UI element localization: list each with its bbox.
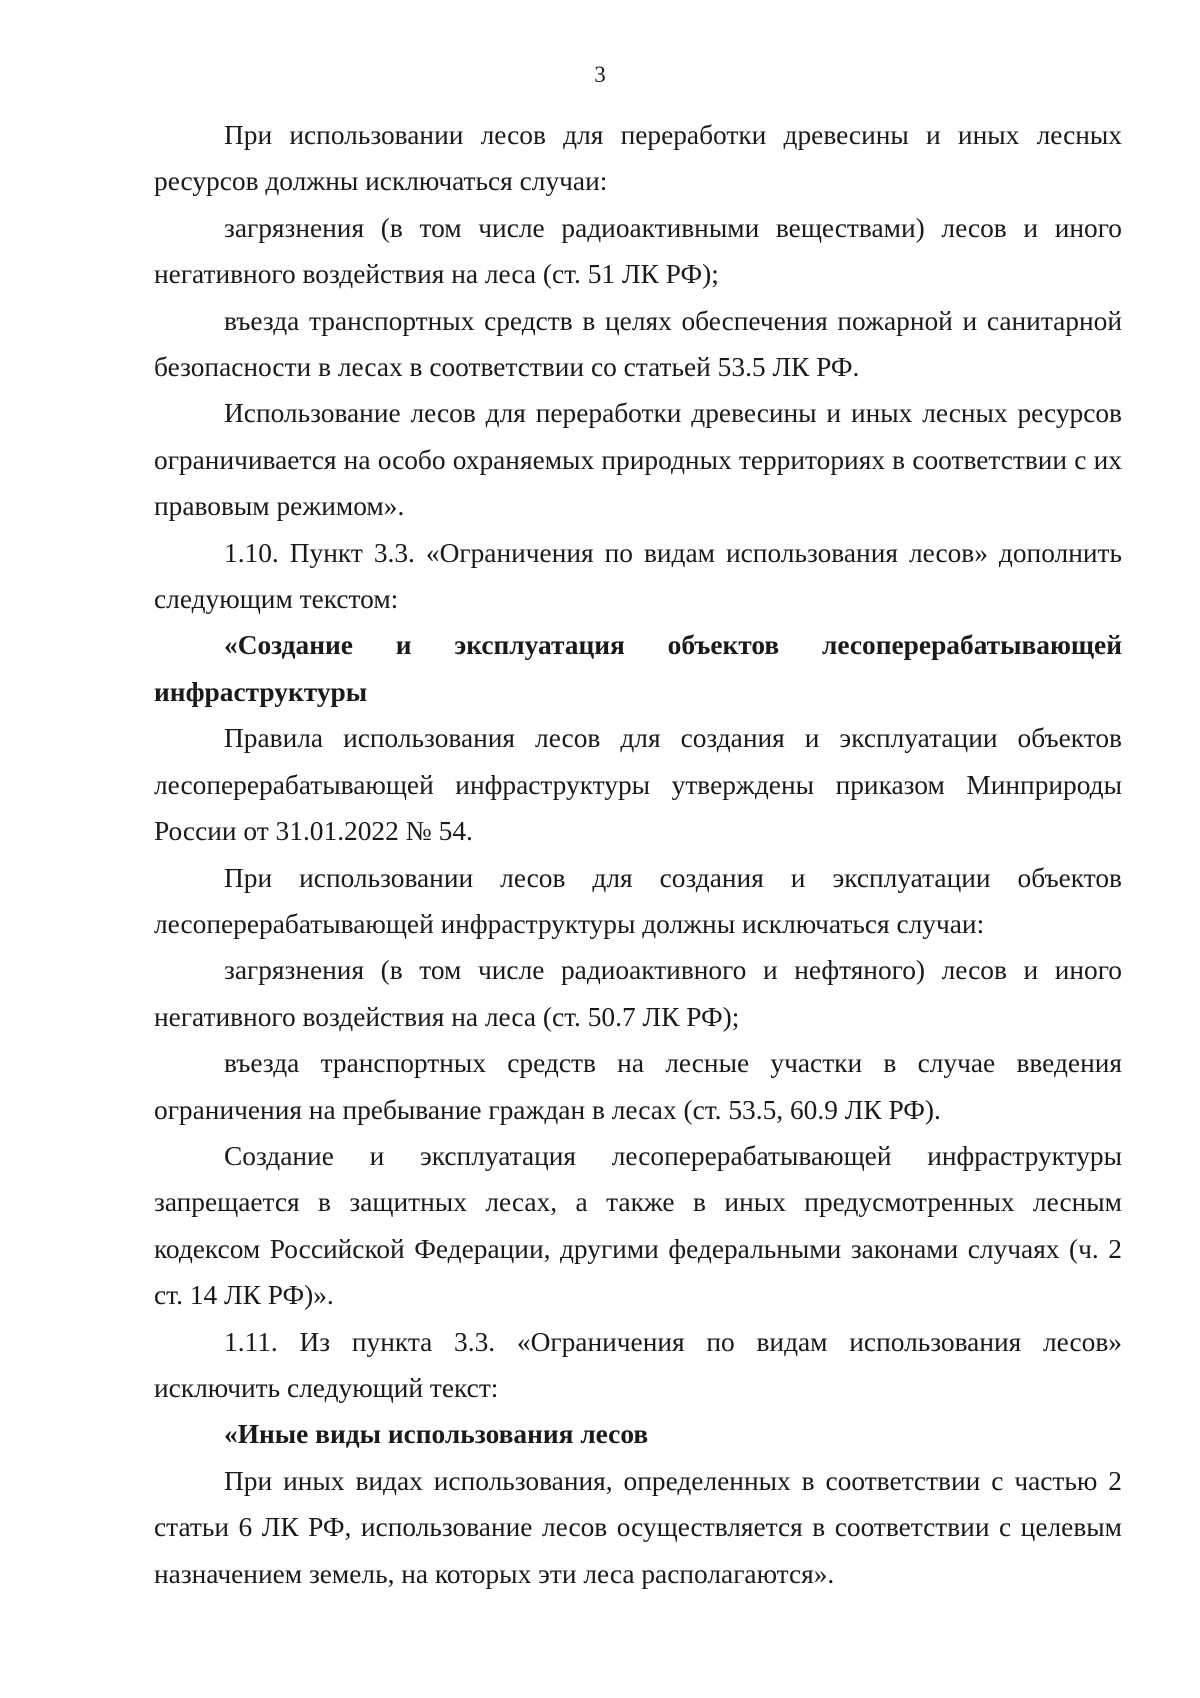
section-heading: «Иные виды использования лесов bbox=[224, 1419, 649, 1450]
page-number: 3 bbox=[594, 62, 606, 87]
paragraph: загрязнения (в том числе радиоактивного и нефтяного) лесов и иного негативного воздействия на леса (ст. 50.7 ЛК РФ); bbox=[154, 955, 1122, 1032]
paragraph: Правила использования лесов для создания и эксплуатации объектов лесоперерабатывающей инфраструктуры утверждены приказом Минприроды России от 31.01.2022 № 54. bbox=[154, 723, 1122, 847]
section-heading: «Создание и эксплуатация объектов лесоперерабатывающей инфраструктуры bbox=[154, 630, 1122, 707]
paragraph: загрязнения (в том числе радиоактивными веществами) лесов и иного негативного воздействия на леса (ст. 51 ЛК РФ); bbox=[154, 212, 1122, 290]
paragraph: въезда транспортных средств в целях обеспечения пожарной и санитарной безопасности в лесах в соответствии со статьей 53.5 ЛК РФ. bbox=[154, 305, 1122, 383]
paragraph: При иных видах использования, определенных в соответствии с частью 2 статьи 6 ЛК РФ, использование лесов осуществляется в соответствии с целевым назначением земель, на которых эти леса располагаются». bbox=[154, 1465, 1122, 1589]
paragraph: въезда транспортных средств на лесные участки в случае введения ограничения на пребывание граждан в лесах (ст. 53.5, 60.9 ЛК РФ). bbox=[154, 1048, 1122, 1125]
paragraph: Создание и эксплуатация лесоперерабатывающей инфраструктуры запрещается в защитных лесах, а также в иных предусмотренных лесным кодексом Российской Федерации, другими федеральными законами случаях (ч. 2 ст. 14 ЛК РФ)». bbox=[154, 1140, 1122, 1311]
paragraph: 1.11. Из пункта 3.3. «Ограничения по видам использования лесов» исключить следующий текст: bbox=[154, 1326, 1122, 1403]
paragraph: При использовании лесов для создания и эксплуатации объектов лесоперерабатывающей инфраструктуры должны исключаться случаи: bbox=[154, 862, 1122, 939]
paragraph: 1.10. Пункт 3.3. «Ограничения по видам использования лесов» дополнить следующим текстом: bbox=[154, 537, 1122, 615]
document-body bbox=[154, 112, 1122, 1597]
paragraph: Использование лесов для переработки древесины и иных лесных ресурсов ограничивается на особо охраняемых природных территориях в соответствии с их правовым режимом». bbox=[154, 398, 1122, 522]
paragraph: При использовании лесов для переработки древесины и иных лесных ресурсов должны исключаться случаи: bbox=[154, 120, 1122, 197]
